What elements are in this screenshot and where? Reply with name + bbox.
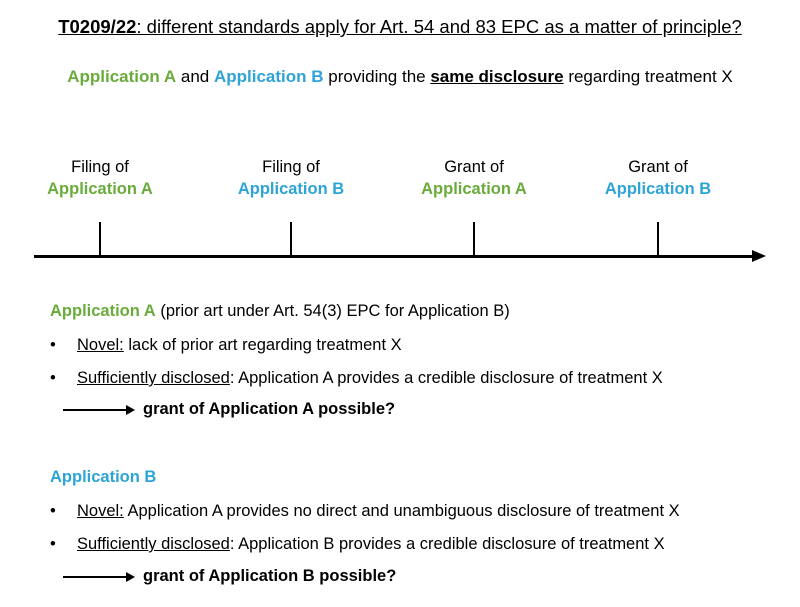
- subtitle-mid: providing the: [323, 67, 431, 86]
- bullet-icon: •: [50, 369, 56, 387]
- section-b-conclusion: [63, 567, 396, 586]
- section-b-heading: [50, 468, 156, 487]
- section-b-title: Application B: [50, 468, 157, 486]
- subtitle-and: and: [176, 67, 214, 86]
- bullet-label: Novel:: [77, 336, 124, 354]
- subtitle: [0, 67, 800, 87]
- timeline-event-line1: Filing of: [262, 158, 320, 176]
- right-arrow-icon: [63, 576, 133, 578]
- timeline-event-line2: Application B: [604, 180, 712, 198]
- conclusion-text: grant of Application A possible?: [143, 400, 396, 418]
- bullet-text: Application A provides no direct and unambiguous disclosure of treatment X: [123, 502, 680, 520]
- section-a-heading: [50, 302, 510, 321]
- subtitle-end: regarding treatment X: [563, 67, 733, 86]
- bullet-text: : Application B provides a credible disclosure of treatment X: [229, 535, 665, 553]
- timeline-axis: [34, 255, 756, 258]
- section-a-bullet-novel: [50, 336, 402, 355]
- timeline-label-grant-b: [568, 156, 748, 200]
- section-b-bullet-novel: [50, 502, 680, 521]
- timeline-arrowhead-icon: [752, 250, 766, 262]
- bullet-text: lack of prior art regarding treatment X: [123, 336, 402, 354]
- section-a-bullet-sufficiency: [50, 369, 663, 388]
- section-a-note: (prior art under Art. 54(3) EPC for Application B): [155, 302, 510, 320]
- timeline-event-line2: Application A: [47, 180, 153, 198]
- timeline-event-line1: Grant of: [444, 158, 504, 176]
- decision-code: T0209/22: [58, 16, 137, 37]
- bullet-label: Sufficiently disclosed: [77, 535, 230, 553]
- subtitle-emphasis: same disclosure: [430, 67, 564, 86]
- conclusion-text: grant of Application B possible?: [143, 567, 397, 585]
- subtitle-app-a: Application A: [67, 67, 177, 86]
- timeline-tick-filing-b: [290, 222, 292, 255]
- timeline-event-line1: Grant of: [628, 158, 688, 176]
- bullet-icon: •: [50, 336, 56, 354]
- bullet-text: : Application A provides a credible disclosure of treatment X: [229, 369, 663, 387]
- timeline-tick-grant-b: [657, 222, 659, 255]
- page-title: [0, 16, 800, 38]
- timeline-event-line2: Application B: [237, 180, 345, 198]
- timeline-label-filing-b: [201, 156, 381, 200]
- timeline-tick-grant-a: [473, 222, 475, 255]
- subtitle-app-b: Application B: [213, 67, 324, 86]
- bullet-label: Sufficiently disclosed: [77, 369, 230, 387]
- section-b-bullet-sufficiency: [50, 535, 665, 554]
- timeline-label-grant-a: [384, 156, 564, 200]
- bullet-icon: •: [50, 535, 56, 553]
- timeline-tick-filing-a: [99, 222, 101, 255]
- title-question: : different standards apply for Art. 54 and 83 EPC as a matter of principle?: [136, 16, 742, 37]
- section-a-title: Application A: [50, 302, 156, 320]
- bullet-label: Novel:: [77, 502, 124, 520]
- section-a-conclusion: [63, 400, 395, 419]
- timeline-label-filing-a: [10, 156, 190, 200]
- timeline-event-line2: Application A: [421, 180, 527, 198]
- right-arrow-icon: [63, 409, 133, 411]
- bullet-icon: •: [50, 502, 56, 520]
- timeline-event-line1: Filing of: [71, 158, 129, 176]
